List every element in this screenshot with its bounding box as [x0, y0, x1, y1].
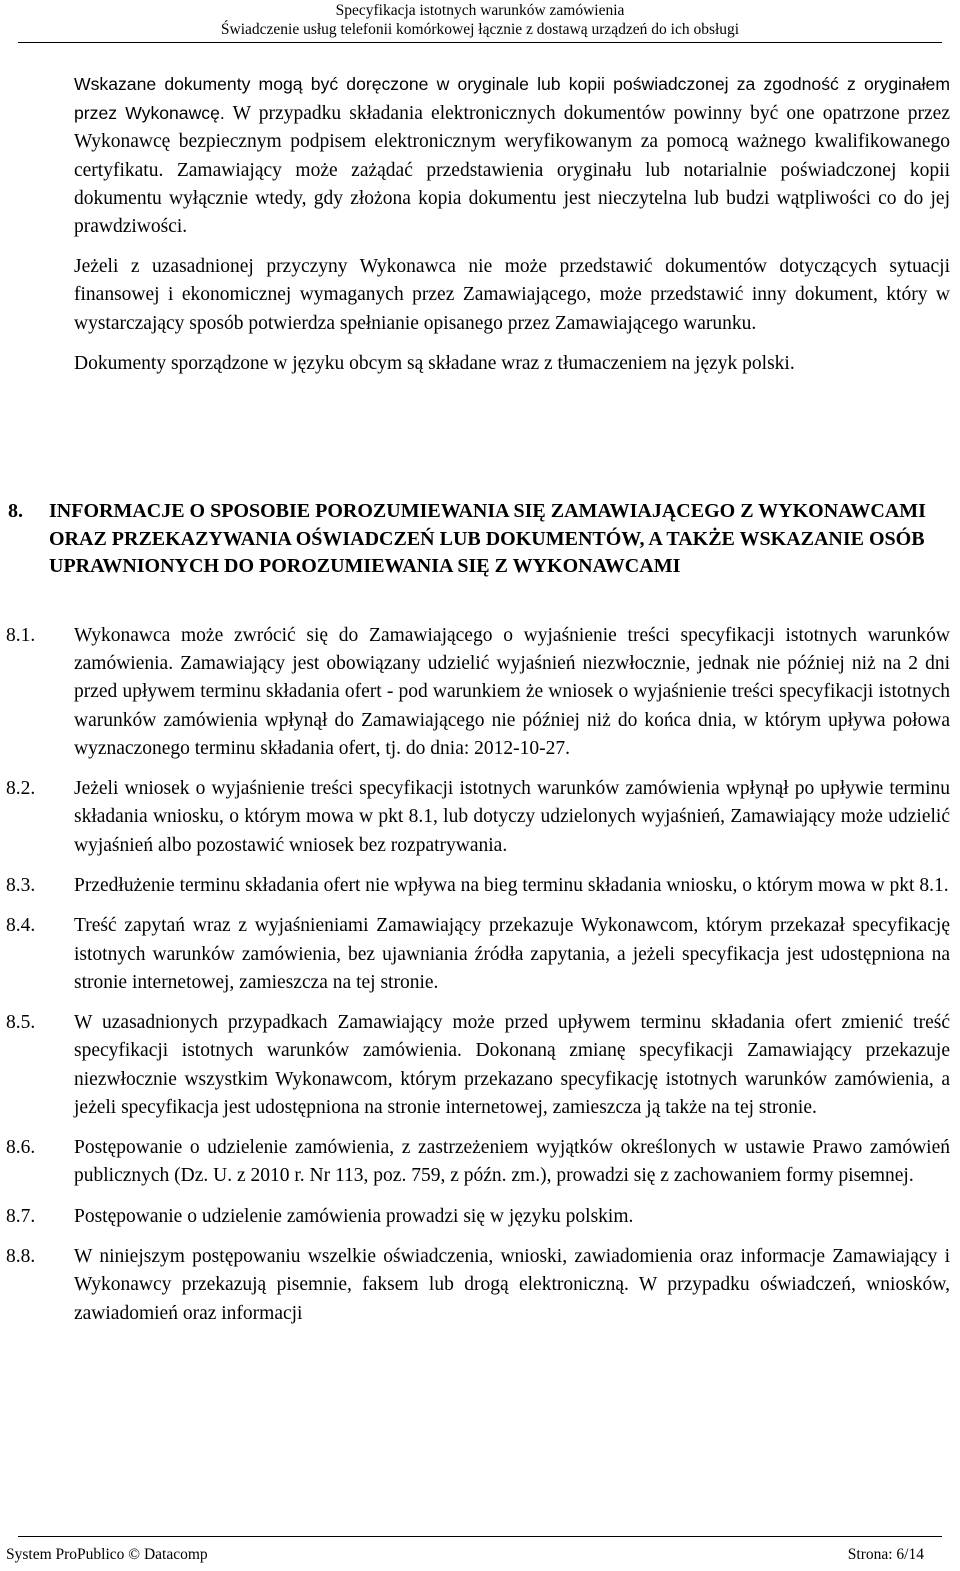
item-number: 8.6. [6, 1137, 36, 1159]
header-subject: Świadczenie usług telefonii komórkowej łącznie z dostawą urządzeń do ich obsługi [220, 21, 740, 38]
list-item [6, 1009, 950, 1122]
page-header [0, 0, 960, 39]
item-text: Przedłużenie terminu składania ofert nie wpływa na bieg terminu składania wniosku, o którym mowa w pkt 8.1. [74, 875, 949, 896]
item-text: W niniejszym postępowaniu wszelkie oświadczenia, wnioski, zawiadomienia oraz informacje Zamawiający i Wykonawcy przekazują pisemnie, faksem lub drogą elektroniczną. W przypadku oświadczeń, wniosków, zawiadomień oraz informacji [74, 1246, 950, 1324]
item-text: W uzasadnionych przypadkach Zamawiający może przed upływem terminu składania ofert zmienić treść specyfikacji istotnych warunków zamówienia. Dokonaną zmianę specyfikacji Zamawiający przekazuje niezwłocznie wszystkim Wykonawcom, którym przekazano specyfikację istotnych warunków zamówienia, a jeżeli specyfikacja jest udostępniona na stronie internetowej, zamieszcza ją także na tej stronie. [74, 1012, 950, 1118]
paragraph-alternative-document: Jeżeli z uzasadnionej przyczyny Wykonawca nie może przedstawić dokumentów dotyczących sytuacji finansowej i ekonomicznej wymaganych przez Zamawiającego, może przedstawić inny dokument, który w wystarczający sposób potwierdza spełnianie opisanego przez Zamawiającego warunku. [74, 256, 950, 334]
list-item [6, 1134, 950, 1190]
paragraph-documents-delivery-part2: W przypadku składania elektronicznych dokumentów powinny być one opatrzone przez Wykonawcę bezpiecznym podpisem elektronicznym weryfikowanym za pomocą ważnego kwalifikowanego certyfikatu. Zamawiający może zażądać przedstawienia oryginału lub notarialnie poświadczonej kopii dokumentu wyłącznie wtedy, gdy złożona kopia dokumentu jest nieczytelna lub budzi wątpliwości co do jej prawdziwości. [74, 103, 950, 238]
paragraph-foreign-language: Dokumenty sporządzone w języku obcym są składane wraz z tłumaczeniem na język polski. [74, 352, 795, 374]
footer-divider [18, 1536, 942, 1537]
list-item [6, 775, 950, 860]
paragraph-documents-delivery [74, 70, 950, 241]
item-number: 8.5. [6, 1012, 36, 1034]
item-number: 8.7. [6, 1205, 36, 1227]
item-number: 8.2. [6, 778, 36, 800]
item-text: Wykonawca może zwrócić się do Zamawiającego o wyjaśnienie treści specyfikacji istotnych warunków zamówienia. Zamawiający jest obowiązany udzielić wyjaśnień niezwłocznie, jednak nie później niż na 2 dni przed upływem terminu składania ofert - pod warunkiem że wniosek o wyjaśnienie treści specyfikacji istotnych warunków zamówienia wpłynął do Zamawiającego nie później niż do końca dnia, w którym upływa połowa wyznaczonego terminu składania ofert, tj. do dnia: 2012-10-27. [74, 625, 950, 759]
list-item [6, 1203, 950, 1231]
item-number: 8.3. [6, 875, 36, 896]
intro-paragraphs [74, 70, 950, 378]
header-document-title: Specyfikacja istotnych warunków zamówienia [335, 2, 625, 19]
list-item [6, 912, 950, 997]
header-divider [18, 42, 942, 43]
paragraph-documents-delivery-part1: Wskazane dokumenty mogą być doręczone w oryginale lub kopii poświadczonej za zgodność z oryginałem przez Wykonawcę. [74, 74, 950, 124]
section-number: 8. [8, 500, 23, 522]
item-text: Postępowanie o udzielenie zamówienia, z zastrzeżeniem wyjątków określonych w ustawie Prawo zamówień publicznych (Dz. U. z 2010 r. Nr 113, poz. 759, z późn. zm.), prowadzi się z zachowaniem formy pisemnej. [74, 1137, 950, 1187]
page-footer [6, 1546, 924, 1564]
item-text: Treść zapytań wraz z wyjaśnieniami Zamawiający przekazuje Wykonawcom, którym przekazał specyfikację istotnych warunków zamówienia, bez ujawniania źródła zapytania, a jeżeli specyfikacja jest udostępniona na stronie internetowej, zamieszcza na tej stronie. [74, 915, 950, 993]
section-8-items [6, 622, 950, 1340]
list-item [6, 622, 950, 763]
item-number: 8.1. [6, 625, 36, 646]
item-text: Jeżeli wniosek o wyjaśnienie treści specyfikacji istotnych warunków zamówienia wpłynął po upływie terminu składania wniosku, o którym mowa w pkt 8.1, lub dotyczy udzielonych wyjaśnień, Zamawiający może udzielić wyjaśnień albo pozostawić wniosek bez rozpatrywania. [74, 778, 950, 856]
footer-system-name: System ProPublico © Datacomp [6, 1546, 208, 1563]
section-8-heading [8, 498, 948, 581]
section-title: INFORMACJE O SPOSOBIE POROZUMIEWANIA SIĘ ZAMAWIAJĄCEGO Z WYKONAWCAMI ORAZ PRZEKAZYWANIA OŚWIADCZEŃ LUB DOKUMENTÓW, A TAKŻE WSKAZANIE OSÓB UPRAWNIONYCH DO POROZUMIEWANIA SIĘ Z WYKONAWCAMI [49, 500, 926, 577]
item-number: 8.4. [6, 915, 36, 937]
list-item [6, 872, 950, 900]
item-text: Postępowanie o udzielenie zamówienia prowadzi się w języku polskim. [74, 1205, 634, 1227]
item-number: 8.8. [6, 1246, 36, 1268]
list-item [6, 1243, 950, 1328]
footer-page-number: Strona: 6/14 [847, 1546, 924, 1563]
